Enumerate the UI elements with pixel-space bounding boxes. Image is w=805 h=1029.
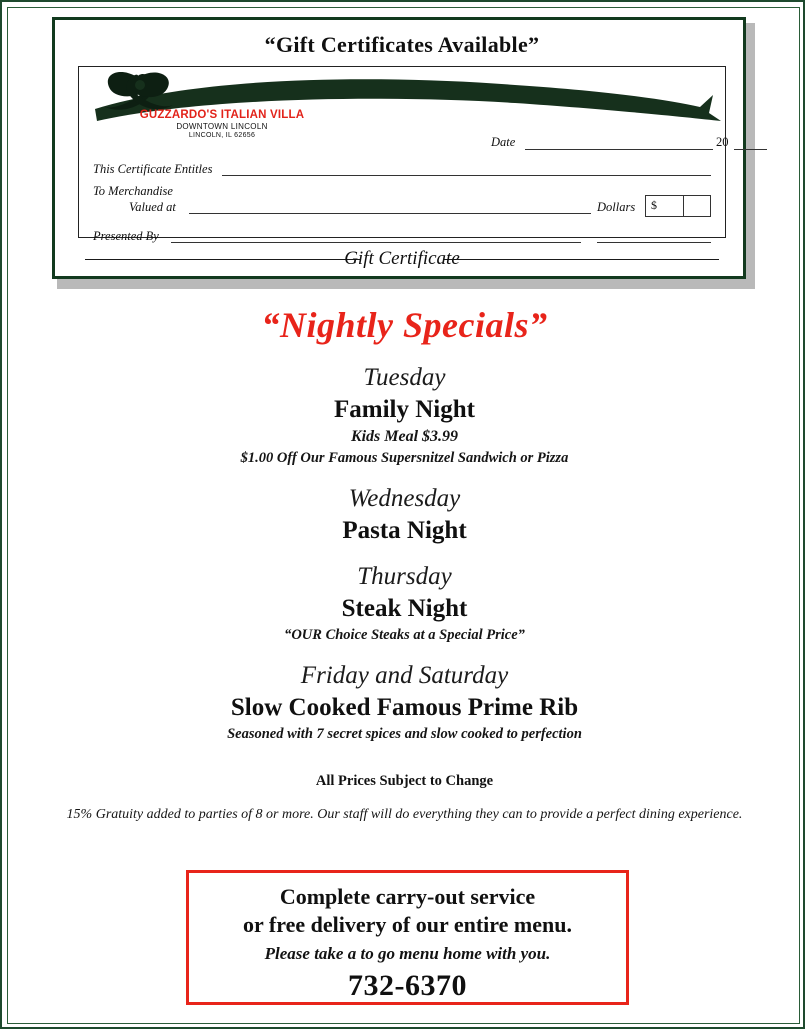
special-headline: Slow Cooked Famous Prime Rib: [230, 694, 579, 721]
price-change-notice: All Prices Subject to Change: [315, 773, 494, 789]
special-detail-2: $1.00 Off Our Famous Supersnitzel Sandwich or Pizza: [240, 450, 569, 466]
special-wednesday: [8, 485, 801, 545]
restaurant-logo: [107, 109, 337, 139]
special-day-label: Tuesday: [363, 364, 446, 391]
to-merchandise-label: To Merchandise: [93, 184, 173, 198]
amount-input-box[interactable]: [645, 195, 711, 217]
gift-certificate-footer-label: Gift Certificate: [344, 248, 460, 269]
gift-certificate-section: [52, 17, 755, 289]
special-headline: Steak Night: [341, 595, 468, 622]
page-inner-border: [7, 7, 800, 1024]
logo-restaurant-name: GUZZARDO'S ITALIAN VILLA: [139, 109, 305, 121]
special-detail-1: Seasoned with 7 secret spices and slow cooked to perfection: [227, 726, 582, 742]
special-day-label: Thursday: [357, 563, 452, 590]
special-day-label: Friday and Saturday: [300, 662, 509, 689]
gift-certificates-available-title: “Gift Certificates Available”: [264, 32, 540, 57]
valued-at-label: Valued at: [129, 200, 176, 214]
year-input-line[interactable]: [734, 149, 767, 150]
carryout-line-2: or free delivery of our entire menu.: [243, 912, 572, 937]
date-input-line[interactable]: [525, 149, 713, 150]
carryout-callout-box: [186, 870, 629, 1005]
year-prefix-label: 20: [716, 135, 729, 149]
entitles-label: This Certificate Entitles: [93, 162, 213, 176]
dollar-sign-label: $: [651, 198, 657, 212]
special-detail-1: Kids Meal $3.99: [350, 428, 459, 445]
date-label: Date: [491, 135, 516, 149]
gratuity-notice: 15% Gratuity added to parties of 8 or more. Our staff will do everything they can to provide a perfect dining experience.: [66, 807, 743, 822]
gift-certificate-card: [52, 17, 746, 279]
valued-at-input-line[interactable]: [189, 213, 591, 214]
special-detail-1: “OUR Choice Steaks at a Special Price”: [284, 627, 525, 643]
presented-by-label: Presented By: [93, 229, 159, 243]
phone-number[interactable]: 732-6370: [348, 969, 467, 1002]
logo-city-state-zip: LINCOLN, IL 62656: [188, 132, 256, 139]
nightly-specials-section: [8, 304, 801, 823]
cents-divider: [683, 196, 684, 216]
nightly-specials-title: “Nightly Specials”: [261, 305, 548, 345]
presented-by-input-line[interactable]: [171, 242, 581, 243]
special-thursday: [8, 563, 801, 644]
special-headline: Family Night: [334, 396, 475, 423]
presented-by-secondary-line[interactable]: [597, 242, 711, 243]
entitles-input-line[interactable]: [222, 175, 711, 176]
certificate-form-box: [78, 66, 729, 243]
special-tuesday: [8, 364, 801, 467]
dollars-label: Dollars: [597, 200, 636, 214]
special-day-label: Wednesday: [348, 485, 461, 512]
carryout-line-3: Please take a to go menu home with you.: [264, 944, 551, 963]
logo-locality: DOWNTOWN LINCOLN: [176, 122, 268, 131]
special-friday-saturday: [8, 662, 801, 743]
certificate-footer: [55, 248, 749, 270]
special-headline: Pasta Night: [342, 517, 467, 544]
carryout-line-1: Complete carry-out service: [279, 884, 536, 909]
